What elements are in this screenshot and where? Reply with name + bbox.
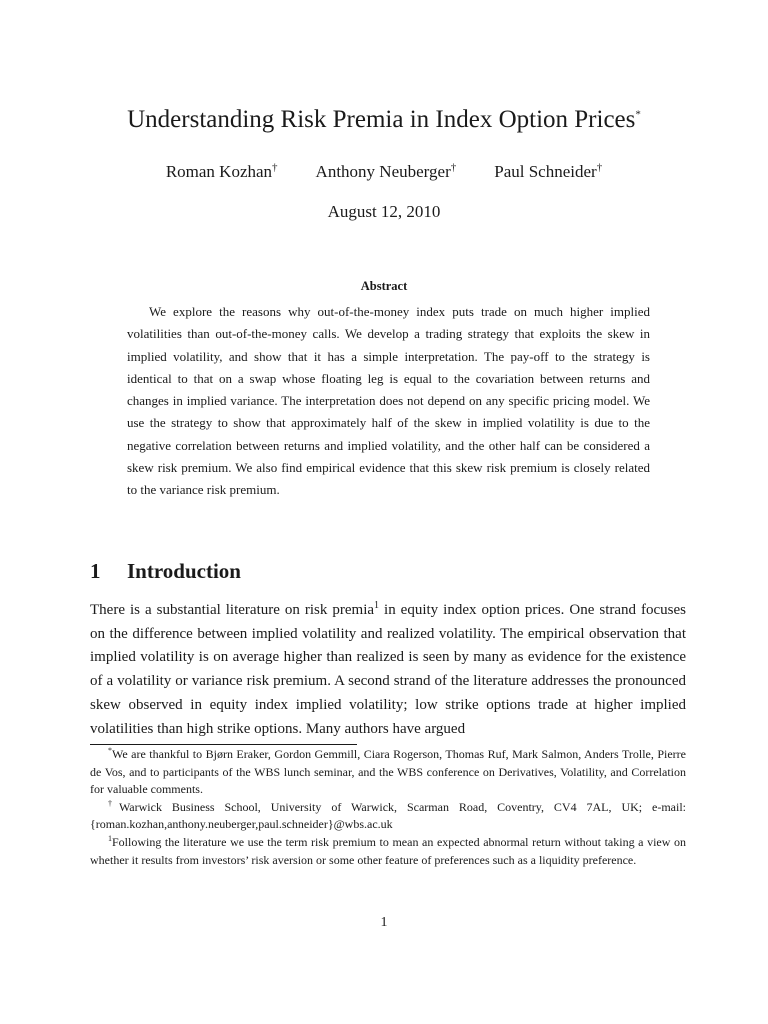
footnote-acknowledgements <box>90 746 686 799</box>
intro-text-start: There is a substantial literature on risk premia <box>90 602 375 618</box>
author-list <box>0 161 768 183</box>
section-title: Introduction <box>127 559 241 583</box>
title-footnote-mark: * <box>635 108 641 121</box>
paper-title-text: Understanding Risk Premia in Index Option Prices <box>127 106 636 133</box>
footnote-text: Following the literature we use the term risk premium to mean an expected abnormal return without taking a view on whether it results from investors’ risk aversion or some other feature of preferences such as a liquidity preference. <box>90 834 686 867</box>
author-affiliation-mark: † <box>272 161 278 174</box>
abstract-text: We explore the reasons why out-of-the-money index puts trade on much higher implied volatilities than out-of-the-money calls. We develop a trading strategy that exploits the skew in implied volatility, and show that it has a simple interpretation. The pay-off to the strategy is identical to that on a swap whose floating leg is equal to the covariation between returns and changes in implied variance. The interpretation does not depend on any specific pricing model. We use the strategy to show that approximately half of the skew in implied volatility is due to the negative correlation between returns and implied volatility, and the other half can be considered a skew risk premium. We also find empirical evidence that this skew risk premium is closely related to the variance risk premium. <box>127 304 650 498</box>
paper-title <box>0 104 768 136</box>
footnote-mark: † <box>108 798 119 808</box>
author-affiliation-mark: † <box>596 161 603 174</box>
page-number: 1 <box>380 915 388 930</box>
footnote-risk-premium <box>90 834 686 869</box>
footnote-divider <box>90 744 357 745</box>
author <box>166 161 278 183</box>
author-affiliation-mark: † <box>450 161 457 174</box>
footnotes <box>90 746 686 869</box>
author-name: Paul Schneider <box>494 162 597 181</box>
intro-text-rest: in equity index option prices. One strand focuses on the difference between implied volatility and realized volatility. The empirical observation that implied volatility is on average higher than realized is seen by many as evidence for the existence of a volatility or variance risk premium. A second strand of the literature addresses the pronounced skew observed in equity index implied volatility; low strike options trade at higher implied volatilities than high strike options. Many authors have argued <box>90 602 686 737</box>
author <box>494 161 602 183</box>
author-name: Roman Kozhan <box>165 162 273 181</box>
footnote-affiliation <box>90 799 686 834</box>
author <box>316 161 457 183</box>
author-name: Anthony Neuberger <box>315 162 451 181</box>
footnote-mark: * <box>108 746 112 755</box>
footnote-text: We are thankful to Bjørn Eraker, Gordon Gemmill, Ciara Rogerson, Thomas Ruf, Mark Salmon, Anders Trolle, Pierre de Vos, and to participants of the WBS lunch seminar, and the WBS conference on Derivatives, Volatility, and Correlation for valuable comments. <box>90 747 686 797</box>
section-heading <box>90 558 241 584</box>
paper-date: August 12, 2010 <box>327 202 441 221</box>
footnote-mark: 1 <box>108 833 112 843</box>
footnote-text: Warwick Business School, University of Warwick, Scarman Road, Coventry, CV4 7AL, UK; e-mail: {roman.kozhan,anthony.neuberger,paul.schneider}@wbs.ac.uk <box>90 799 687 832</box>
abstract-heading: Abstract <box>360 279 408 293</box>
introduction-paragraph <box>90 599 686 741</box>
section-number: 1 <box>90 559 101 583</box>
footnote-reference: 1 <box>374 600 380 611</box>
